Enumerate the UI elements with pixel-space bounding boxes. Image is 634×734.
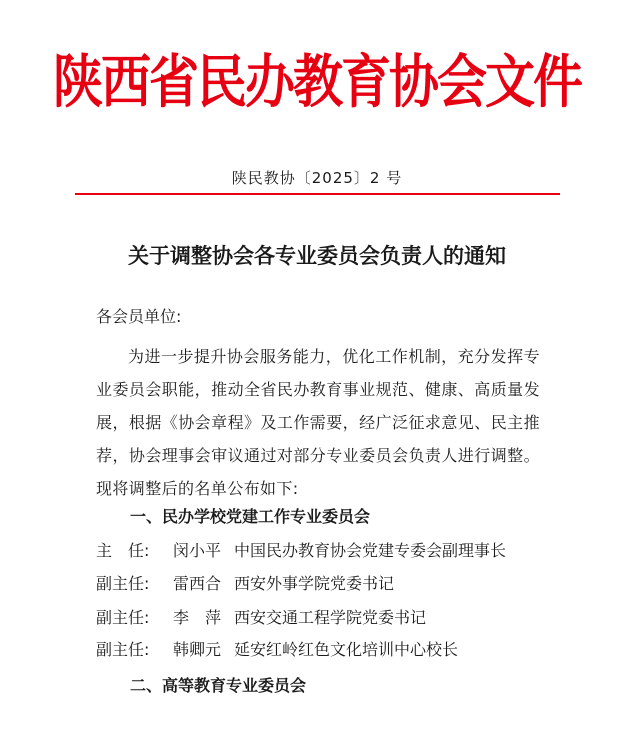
member-name: 闵小平 xyxy=(173,541,222,560)
member-role: 主 任: xyxy=(96,541,150,560)
member-affiliation: 西安外事学院党委书记 xyxy=(234,574,395,593)
member-affiliation: 中国民办教育协会党建专委会副理事长 xyxy=(234,541,507,560)
member-role: 副主任: xyxy=(96,574,150,593)
member-name: 雷西合 xyxy=(173,574,222,593)
section-heading-higher-education: 二、高等教育专业委员会 xyxy=(130,676,307,695)
notice-title: 关于调整协会各专业委员会负责人的通知 xyxy=(128,243,506,268)
member-role: 副主任: xyxy=(96,640,150,659)
document-header-title: 陕西省民办教育协会文件 xyxy=(53,47,581,116)
member-affiliation: 延安红岭红色文化培训中心校长 xyxy=(234,640,459,659)
member-name: 韩卿元 xyxy=(173,640,222,659)
body-paragraph: 为进一步提升协会服务能力，优化工作机制，充分发挥专业委员会职能，推动全省民办教育事业规范、健康、高质量发展，根据《协会章程》及工作需要，经广泛征求意见、民主推荐，协会理事会审议通过对部分专业委员会负责人进行调整。现将调整后的名单公布如下: xyxy=(96,347,540,498)
document-number: 陕民教协〔2025〕2 号 xyxy=(231,169,403,187)
member-name: 李 萍 xyxy=(173,608,222,627)
salutation: 各会员单位: xyxy=(96,307,182,326)
member-role: 副主任: xyxy=(96,608,150,627)
section-heading-party-building: 一、民办学校党建工作专业委员会 xyxy=(130,507,371,526)
red-divider-line xyxy=(75,193,560,195)
member-affiliation: 西安交通工程学院党委书记 xyxy=(234,608,427,627)
